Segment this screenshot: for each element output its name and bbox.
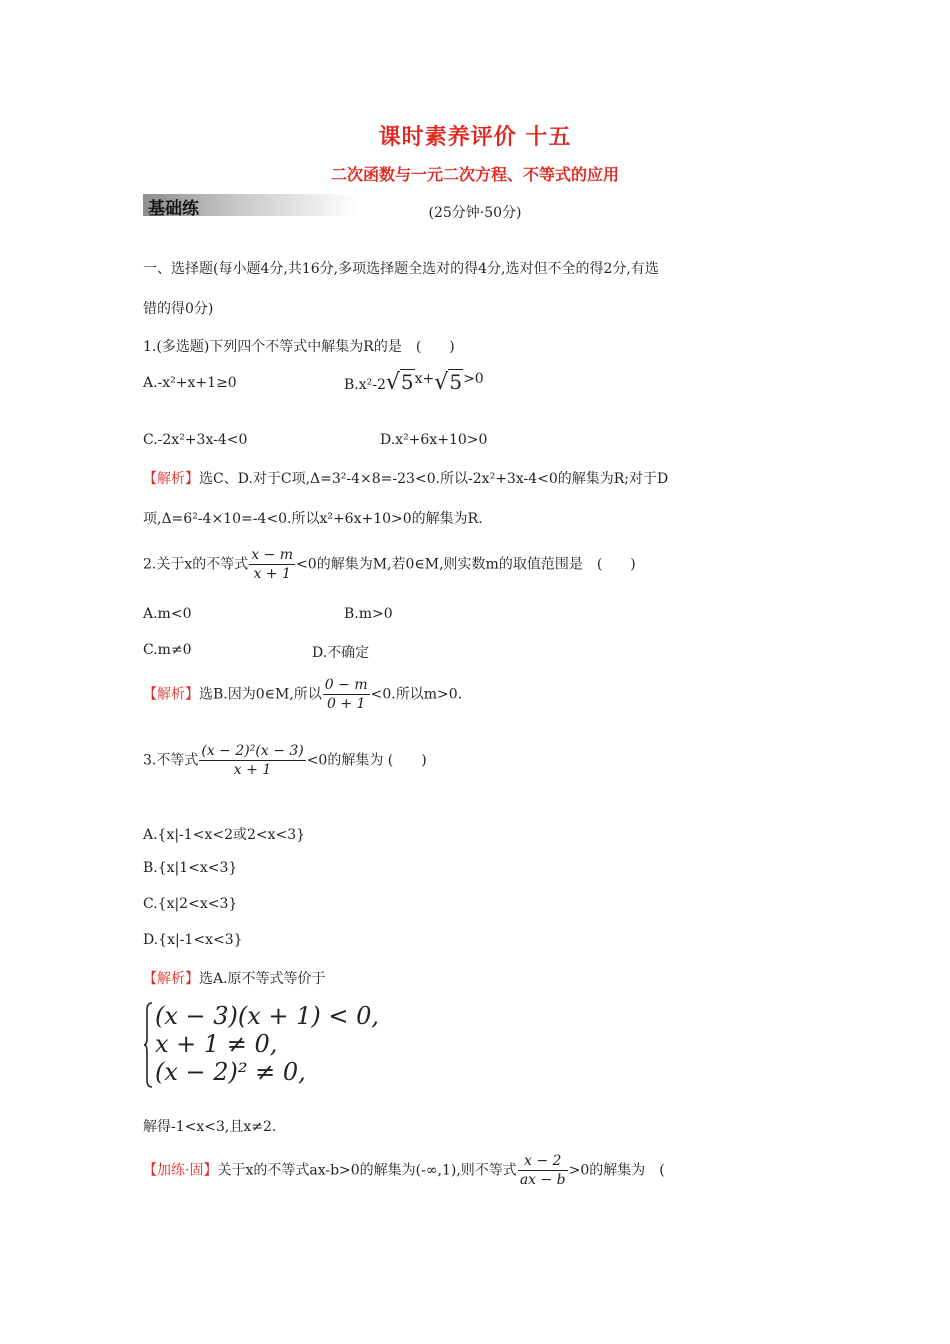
q3-option-a: A.{x|-1<x<2或2<x<3} — [143, 827, 306, 843]
q2-option-c: C.m≠0 — [143, 642, 192, 658]
q2-stem-pre: 2.关于x的不等式 — [143, 556, 249, 573]
q3-stem-pre: 3.不等式 — [143, 752, 199, 769]
practice-question — [143, 1152, 665, 1189]
system-lines — [155, 1002, 379, 1086]
page-title: 课时素养评价 十五 — [378, 124, 572, 150]
left-brace-icon — [143, 1002, 153, 1088]
q2-solution-post: <0.所以m>0. — [370, 686, 463, 703]
q3-fraction — [199, 742, 305, 779]
q2-option-d: D.不确定 — [312, 645, 370, 661]
q2-fraction-numerator: x − m — [251, 547, 294, 563]
q1-option-b — [344, 370, 484, 395]
practice-stem-post: >0的解集为 ( — [568, 1162, 665, 1179]
q1-option-d: D.x²+6x+10>0 — [380, 432, 488, 448]
section-label: 基础练 — [148, 199, 199, 219]
q3-fraction-denominator: x + 1 — [233, 762, 272, 778]
practice-stem-pre: 关于x的不等式ax-b>0的解集为(-∞,1),则不等式 — [217, 1162, 517, 1179]
q2-stem — [143, 546, 636, 583]
q2-fraction-denominator: x + 1 — [253, 566, 291, 582]
q3-option-c: C.{x|2<x<3} — [143, 896, 238, 912]
q1-option-b-post: >0 — [463, 371, 484, 387]
system-line-2: x + 1 ≠ 0, — [155, 1030, 278, 1058]
time-score-note: (25分钟·50分) — [428, 205, 522, 221]
q1-option-b-radicand-2: 5 — [449, 370, 463, 394]
q3-stem — [143, 742, 427, 779]
sqrt-symbol: √ — [434, 370, 449, 395]
q2-option-b: B.m>0 — [344, 606, 393, 622]
q1-option-a: A.-x²+x+1≥0 — [143, 375, 237, 391]
q2-solution-denominator: 0 + 1 — [326, 696, 366, 712]
q2-fraction — [249, 546, 295, 583]
solution-tag: 【解析】 — [143, 686, 199, 703]
solution-tag: 【解析】 — [143, 971, 199, 987]
q1-option-b-radicand-1: 5 — [400, 370, 414, 394]
q2-solution — [143, 676, 462, 713]
q3-solution-intro-text: 选A.原不等式等价于 — [199, 971, 326, 987]
q3-option-d: D.{x|-1<x<3} — [143, 932, 243, 948]
q1-stem: 1.(多选题)下列四个不等式中解集为R的是 ( ) — [143, 339, 455, 355]
q2-option-a: A.m<0 — [143, 606, 192, 622]
sqrt-symbol: √ — [385, 370, 400, 395]
part1-heading-line2: 错的得0分) — [143, 301, 214, 317]
q1-option-b-pre: B.x²-2 — [344, 377, 386, 393]
page-subtitle: 二次函数与一元二次方程、不等式的应用 — [330, 165, 619, 184]
q1-solution-line1 — [143, 468, 668, 488]
q2-stem-post: <0的解集为M,若0∈M,则实数m的取值范围是 ( ) — [296, 556, 636, 573]
solution-tag: 【解析】 — [143, 471, 199, 487]
practice-fraction-denominator: ax − b — [519, 1172, 566, 1188]
q2-solution-pre: 选B.因为0∈M,所以 — [199, 686, 322, 703]
practice-fraction — [518, 1152, 568, 1189]
q3-fraction-numerator: (x − 2)²(x − 3) — [201, 743, 304, 759]
q3-solution-result: 解得-1<x<3,且x≠2. — [143, 1119, 277, 1135]
q3-solution-intro — [143, 968, 326, 988]
q1-solution-text: 选C、D.对于C项,Δ=3²-4×8=-23<0.所以-2x²+3x-4<0的解集为R;对于D — [199, 471, 669, 487]
q2-solution-fraction — [323, 676, 370, 713]
q3-stem-post: <0的解集为 ( ) — [306, 752, 427, 769]
system-line-3: (x − 2)² ≠ 0, — [155, 1058, 306, 1086]
part1-heading-line1: 一、选择题(每小题4分,共16分,多项选择题全选对的得4分,选对但不全的得2分,有选 — [143, 261, 659, 277]
q1-solution-line2: 项,Δ=6²-4×10=-4<0.所以x²+6x+10>0的解集为R. — [143, 511, 483, 527]
practice-fraction-numerator: x − 2 — [518, 1152, 568, 1171]
q2-solution-numerator: 0 − m — [324, 677, 368, 693]
system-line-1: (x − 3)(x + 1) < 0, — [155, 1002, 380, 1030]
q1-option-b-mid: x+ — [414, 371, 435, 387]
q3-option-b: B.{x|1<x<3} — [143, 860, 238, 876]
q1-option-c: C.-2x²+3x-4<0 — [143, 432, 248, 448]
practice-tag: 【加练·固】 — [143, 1162, 218, 1179]
